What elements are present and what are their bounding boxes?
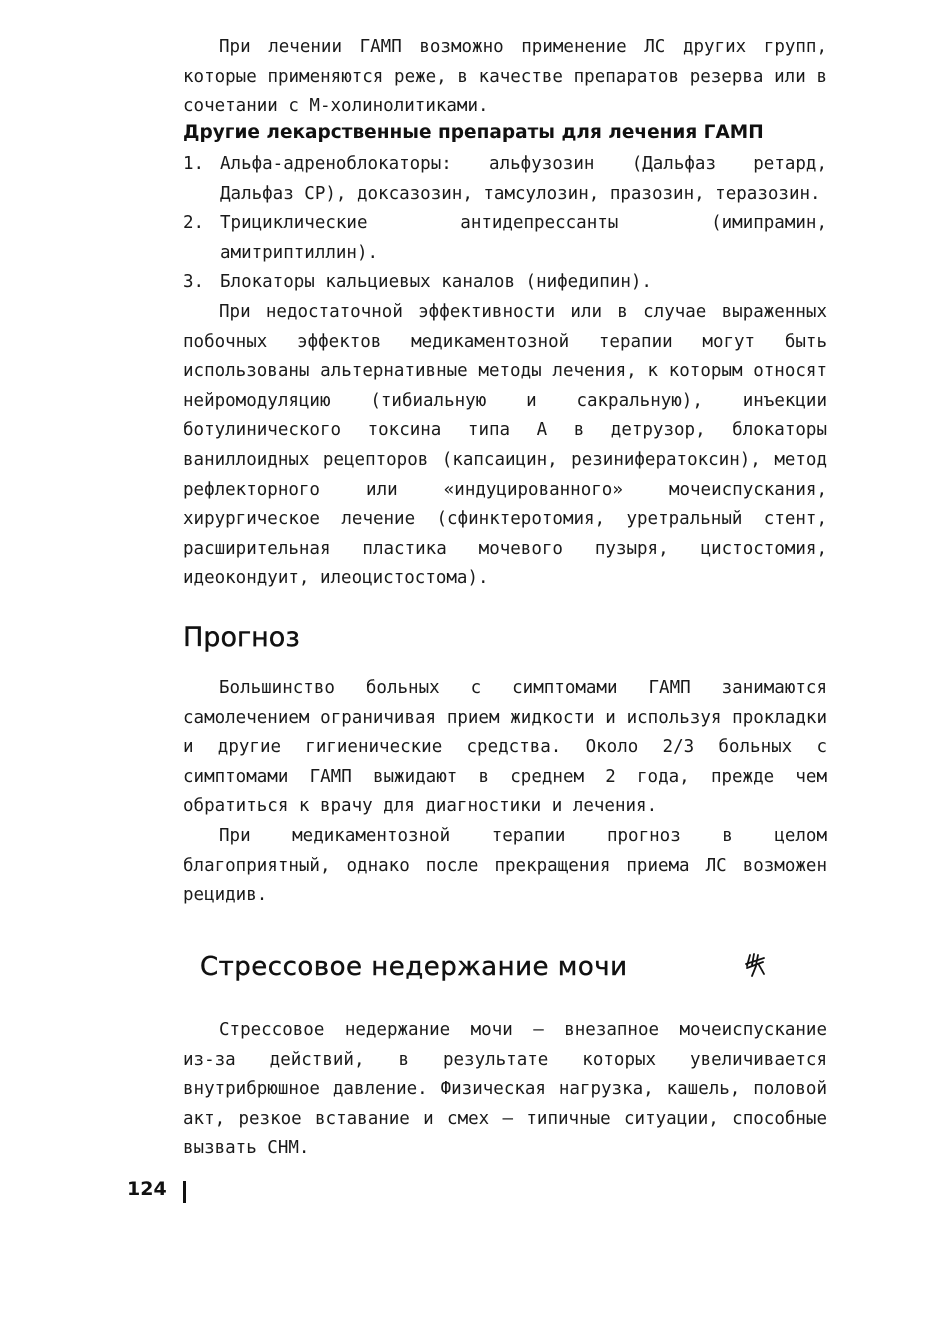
alternatives-paragraph: При недостаточной эффективности или в случае выраженных побочных эффектов медикаментозной терапии могут быть использованы альтернативные методы лечения, к которым относят нейромодуляцию (тибиальную и сакральную), инъекции ботулинического токсина типа А в детрузор, блокаторы ваниллоидных рецепторов (капсаицин, резинифератоксин), метод рефлекторного или «индуцированного» мочеиспускания, хирургическое лечение (сфинктеротомия, уретральный стент, расширительная пластика мочевого пузыря, цистостомия, идеокондуит, илеоцистостома). bbox=[183, 302, 827, 589]
stress-paragraph: Стрессовое недержание мочи — внезапное мочеиспускание из‑за действий, в результате которых увеличивается внутрибрюшное давление. Физическая нагрузка, кашель, половой акт, резкое вставание и смех — типичные ситуации, способные вызвать СНМ. bbox=[183, 1020, 827, 1159]
page-number-rule bbox=[183, 1181, 186, 1203]
drugs-subheading: Другие лекарственные препараты для лечения ГАМП bbox=[183, 122, 764, 143]
intro-paragraph: При лечении ГАМП возможно применение ЛС других групп, которые применяются реже, в качестве препаратов резерва или в сочетании с М‑холинолитиками. bbox=[183, 37, 827, 117]
list-item bbox=[183, 268, 827, 298]
drug-list bbox=[183, 150, 827, 298]
list-text: Трициклические антидепрессанты (имипрамин, амитриптиллин). bbox=[220, 213, 827, 263]
page-number: 124 bbox=[127, 1178, 167, 1200]
list-number: 3. bbox=[183, 272, 205, 293]
list-number: 2. bbox=[183, 213, 205, 234]
list-text: Альфа‑адреноблокаторы: альфузозин (Дальфаз ретард, Дальфаз СР), доксазозин, тамсулозин, празозин, теразозин. bbox=[220, 154, 827, 204]
prognosis-heading: Прогноз bbox=[183, 622, 300, 653]
list-text: Блокаторы кальциевых каналов (нифедипин). bbox=[220, 272, 652, 293]
handwritten-mark-icon bbox=[744, 952, 768, 978]
stress-incontinence-heading: Стрессовое недержание мочи bbox=[200, 952, 628, 982]
list-item bbox=[183, 209, 827, 268]
list-item bbox=[183, 150, 827, 209]
prognosis-paragraph-2: При медикаментозной терапии прогноз в целом благоприятный, однако после прекращения приема ЛС возможен рецидив. bbox=[183, 826, 827, 906]
prognosis-paragraph-1: Большинство больных с симптомами ГАМП занимаются самолечением ограничивая прием жидкости и используя прокладки и другие гигиенические средства. Около 2/3 больных с симптомами ГАМП выжидают в среднем 2 года, прежде чем обратиться к врачу для диагностики и лечения. bbox=[183, 678, 827, 817]
list-number: 1. bbox=[183, 154, 205, 174]
